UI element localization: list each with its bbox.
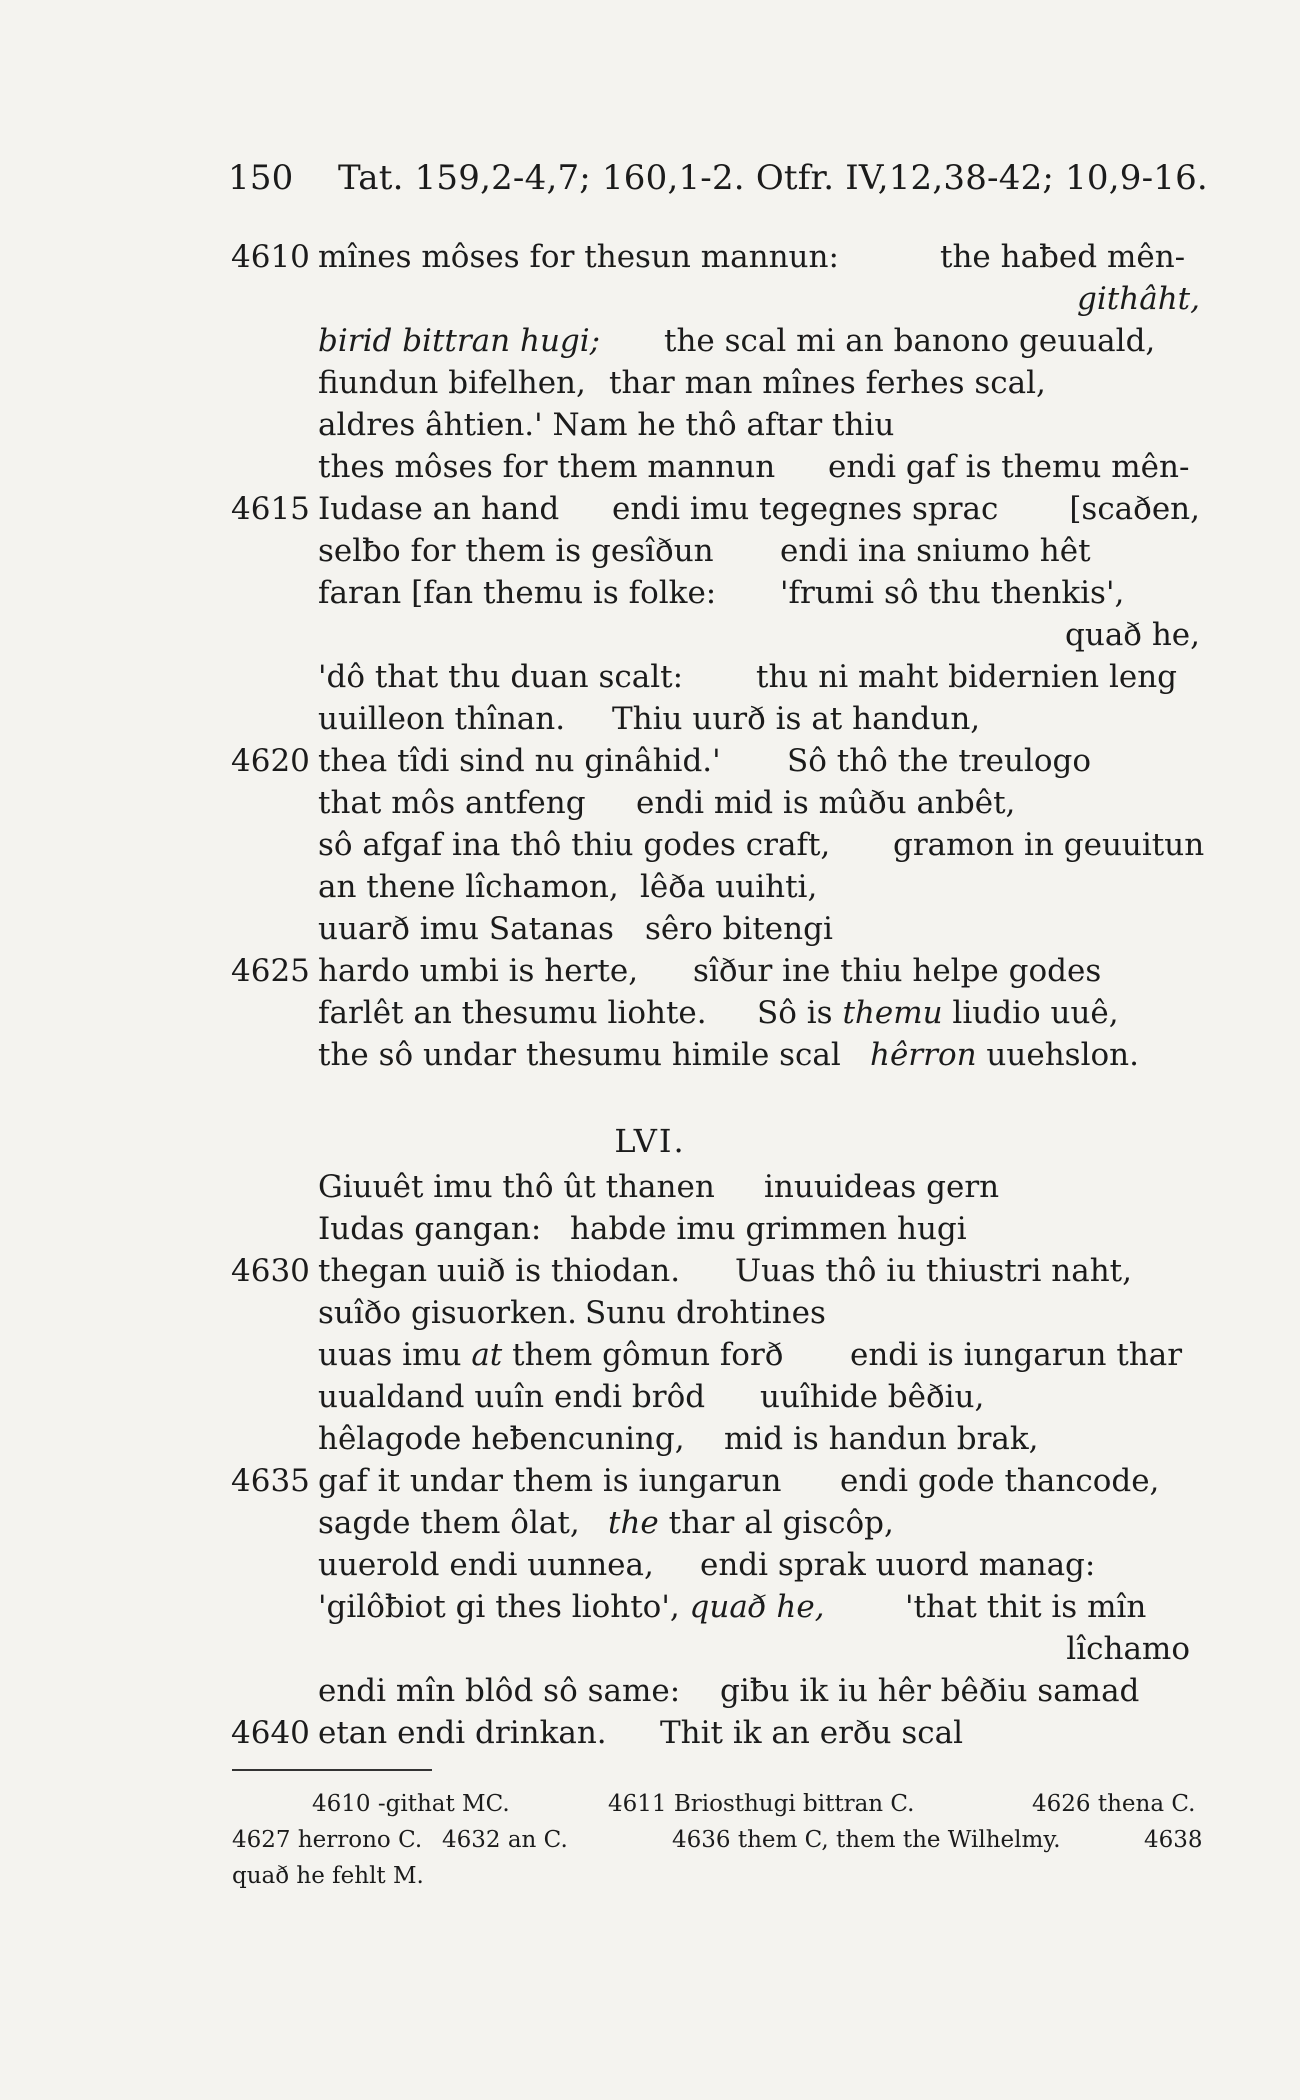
a-verse: faran [fan themu is folke:: [318, 575, 717, 611]
verse-line: [0, 1544, 1300, 1586]
verse-line: [0, 1376, 1300, 1418]
overflow-word: quað he,: [1065, 617, 1200, 653]
verse-line: [0, 488, 1300, 530]
verse-line: [0, 1034, 1300, 1076]
line-number: 4635: [231, 1463, 310, 1499]
b-verse: Sô is themu liudio uuê,: [757, 995, 1119, 1031]
verse-line: [0, 572, 1300, 614]
section-heading: LVI.: [614, 1122, 686, 1160]
b-verse: giƀu ik iu hêr bêðiu samad: [720, 1673, 1140, 1709]
b-verse: Sô thô the treulogo: [787, 743, 1091, 779]
a-verse: the sô undar thesumu himile scal: [318, 1037, 841, 1073]
footnote-line: [232, 1822, 1212, 1858]
footnote-line: [232, 1786, 1212, 1822]
a-verse: Giuuêt imu thô ût thanen: [318, 1169, 715, 1205]
b-verse: endi ina sniumo hêt: [780, 533, 1091, 569]
a-verse: selƀo for them is gesîðun: [318, 533, 714, 569]
b-verse: habde imu grimmen hugi: [570, 1211, 967, 1247]
italic-word: quað he,: [689, 1589, 825, 1625]
verse-line: [0, 404, 1300, 446]
verse-line: [0, 1334, 1300, 1376]
b-verse: the thar al giscôp,: [608, 1505, 894, 1541]
verse-line: [0, 992, 1300, 1034]
b-verse: lêða uuihti,: [640, 869, 818, 905]
a-verse: uuilleon thînan.: [318, 701, 566, 737]
line-number: 4625: [231, 953, 310, 989]
a-verse: uualdand uuîn endi brôd: [318, 1379, 706, 1415]
a-verse: uuerold endi uunnea,: [318, 1547, 654, 1583]
a-verse: that môs antfeng: [318, 785, 586, 821]
a-verse: sagde them ôlat,: [318, 1505, 580, 1541]
b-verse: sêro bitengi: [645, 911, 833, 947]
b-verse: endi gode thancode,: [840, 1463, 1160, 1499]
b-verse: inuuideas gern: [764, 1169, 1000, 1205]
b-verse: mid is handun brak,: [724, 1421, 1039, 1457]
verse-line: [0, 1586, 1300, 1628]
overflow-word: [scaðen,: [1069, 491, 1200, 527]
a-verse: thegan uuið is thiodan.: [318, 1253, 681, 1289]
verse-line: [0, 362, 1300, 404]
a-verse: etan endi drinkan.: [318, 1715, 607, 1751]
a-verse: aldres âhtien.' Nam he thô aftar thiu: [318, 407, 895, 443]
line-number: 4615: [231, 491, 310, 527]
footnote: 4626 thena C.: [1032, 1791, 1196, 1817]
footnote: quað he fehlt M.: [232, 1863, 424, 1889]
b-verse: thu ni maht bidernien leng: [756, 659, 1178, 695]
verse-line: [0, 1250, 1300, 1292]
a-verse: fiundun bifelhen,: [318, 365, 586, 401]
verse-line: [0, 1460, 1300, 1502]
a-verse: hêlagode heƀencuning,: [318, 1421, 685, 1457]
b-verse: Thiu uurð is at handun,: [612, 701, 981, 737]
a-verse: gaf it undar them is iungarun: [318, 1463, 782, 1499]
footnote-line: [232, 1858, 1212, 1894]
a-verse: sô afgaf ina thô thiu godes craft,: [318, 827, 831, 863]
a-verse: Iudase an hand: [318, 491, 560, 527]
verse-line: [0, 1292, 1300, 1334]
verse-line: [0, 614, 1300, 656]
line-number: 4630: [231, 1253, 310, 1289]
a-verse: thea tîdi sind nu ginâhid.': [318, 743, 721, 779]
footnote: 4638: [1144, 1827, 1203, 1853]
footnote: 4632 an C.: [442, 1827, 568, 1853]
running-head: Tat. 159,2-4,7; 160,1-2. Otfr. IV,12,38-42; 10,9-16.: [338, 158, 1208, 198]
page-number: 150: [228, 158, 294, 198]
a-verse: 'dô that thu duan scalt:: [318, 659, 684, 695]
verse-line: [0, 656, 1300, 698]
verse-line: [0, 866, 1300, 908]
a-verse: farlêt an thesumu liohte.: [318, 995, 707, 1031]
verse-line: [0, 1418, 1300, 1460]
a-verse: birid bittran hugi;: [318, 323, 601, 359]
verse-line: [0, 1712, 1300, 1754]
verse-line: [0, 278, 1300, 320]
b-verse: endi is iungarun thar: [850, 1337, 1183, 1373]
verse-line: [0, 1628, 1300, 1670]
b-verse: Sunu drohtines: [585, 1295, 826, 1331]
verse-line: [0, 950, 1300, 992]
a-verse: thes môses for them mannun: [318, 449, 776, 485]
verse-line: [0, 698, 1300, 740]
a-verse: uuarð imu Satanas: [318, 911, 614, 947]
running-header: [228, 158, 1208, 198]
verse-line: [0, 1166, 1300, 1208]
b-verse: gramon in geuuitun: [893, 827, 1205, 863]
b-verse: Uuas thô iu thiustri naht,: [735, 1253, 1132, 1289]
b-verse: 'frumi sô thu thenkis',: [780, 575, 1125, 611]
verse-line: [0, 1502, 1300, 1544]
italic-word: the: [608, 1505, 659, 1541]
b-verse: 'that thit is mîn: [905, 1589, 1147, 1625]
italic-word: at: [471, 1337, 503, 1373]
verse-line: [0, 446, 1300, 488]
b-verse: uuîhide bêðiu,: [760, 1379, 985, 1415]
b-verse: sîður ine thiu helpe godes: [693, 953, 1102, 989]
footnote: 4636 them C, them the Wilhelmy.: [672, 1827, 1061, 1853]
b-verse: hêrron uuehslon.: [870, 1037, 1139, 1073]
italic-word: themu: [842, 995, 943, 1031]
verse-line: [0, 1208, 1300, 1250]
verse-line: [0, 320, 1300, 362]
b-verse: the haƀed mên-: [940, 239, 1186, 275]
a-verse: an thene lîchamon,: [318, 869, 619, 905]
a-verse: uuas imu at them gômun forð: [318, 1337, 784, 1373]
b-verse: thar man mînes ferhes scal,: [609, 365, 1046, 401]
overflow-word: githâht,: [1077, 281, 1200, 317]
footnote: 4611 Briosthugi bittran C.: [608, 1791, 915, 1817]
b-verse: Thit ik an erðu scal: [660, 1715, 964, 1751]
footnote-rule: [232, 1769, 432, 1771]
verse-line: [0, 236, 1300, 278]
line-number: 4610: [231, 239, 310, 275]
b-verse: endi sprak uuord manag:: [700, 1547, 1096, 1583]
footnote: 4627 herrono C.: [232, 1827, 423, 1853]
overflow-word: lîchamo: [1066, 1631, 1190, 1667]
verse-line: [0, 530, 1300, 572]
a-verse: mînes môses for thesun mannun:: [318, 239, 839, 275]
footnote: 4610 -githat MC.: [312, 1791, 510, 1817]
a-verse: 'gilôƀiot gi thes liohto', quað he,: [318, 1589, 825, 1625]
b-verse: endi gaf is themu mên-: [828, 449, 1190, 485]
line-number: 4640: [231, 1715, 310, 1751]
a-verse: endi mîn blôd sô same:: [318, 1673, 681, 1709]
verse-line: [0, 740, 1300, 782]
line-number: 4620: [231, 743, 310, 779]
verse-line: [0, 1670, 1300, 1712]
a-verse: hardo umbi is herte,: [318, 953, 639, 989]
verse-line: [0, 824, 1300, 866]
verse-line: [0, 782, 1300, 824]
a-verse: Iudas gangan:: [318, 1211, 542, 1247]
b-verse: the scal mi an banono geuuald,: [664, 323, 1156, 359]
a-verse: suîðo gisuorken.: [318, 1295, 578, 1331]
verse-line: [0, 908, 1300, 950]
italic-word: hêrron: [870, 1037, 977, 1073]
b-verse: endi imu tegegnes sprac: [612, 491, 999, 527]
b-verse: endi mid is mûðu anbêt,: [636, 785, 1016, 821]
